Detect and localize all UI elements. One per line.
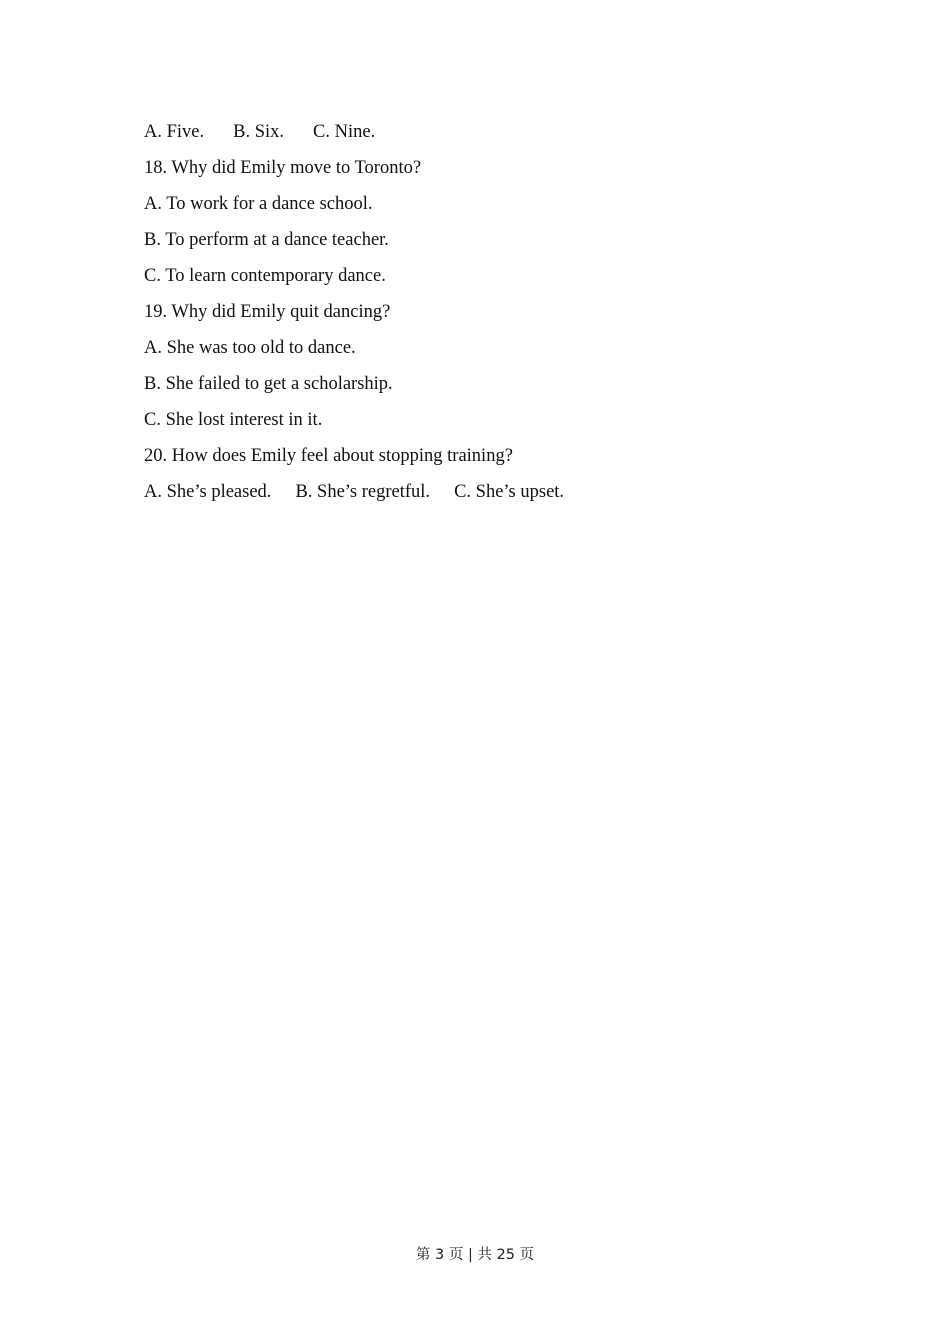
q17-options xyxy=(144,114,824,150)
q20-options xyxy=(144,474,824,510)
page-footer: 第 3 页 | 共 25 页 xyxy=(415,1247,535,1263)
q18-option-c: C. To learn contemporary dance. xyxy=(144,266,386,286)
q17-option-a: A. Five. xyxy=(144,122,205,142)
q17-option-b: B. Six. xyxy=(233,122,285,142)
q18-option-b: B. To perform at a dance teacher. xyxy=(144,230,389,250)
q20-stem: 20. How does Emily feel about stopping training? xyxy=(144,446,513,466)
q20-option-c: C. She’s upset. xyxy=(454,482,565,502)
q19-stem: 19. Why did Emily quit dancing? xyxy=(144,302,391,322)
q18-option-a: A. To work for a dance school. xyxy=(144,194,373,214)
q20-option-a: A. She’s pleased. xyxy=(144,482,272,502)
q19-option-c: C. She lost interest in it. xyxy=(144,410,323,430)
q17-option-c: C. Nine. xyxy=(313,122,376,142)
q20-option-b: B. She’s regretful. xyxy=(295,482,431,502)
document-body xyxy=(144,114,824,510)
q19-option-a: A. She was too old to dance. xyxy=(144,338,356,358)
q18-stem: 18. Why did Emily move to Toronto? xyxy=(144,158,422,178)
q19-option-b: B. She failed to get a scholarship. xyxy=(144,374,393,394)
